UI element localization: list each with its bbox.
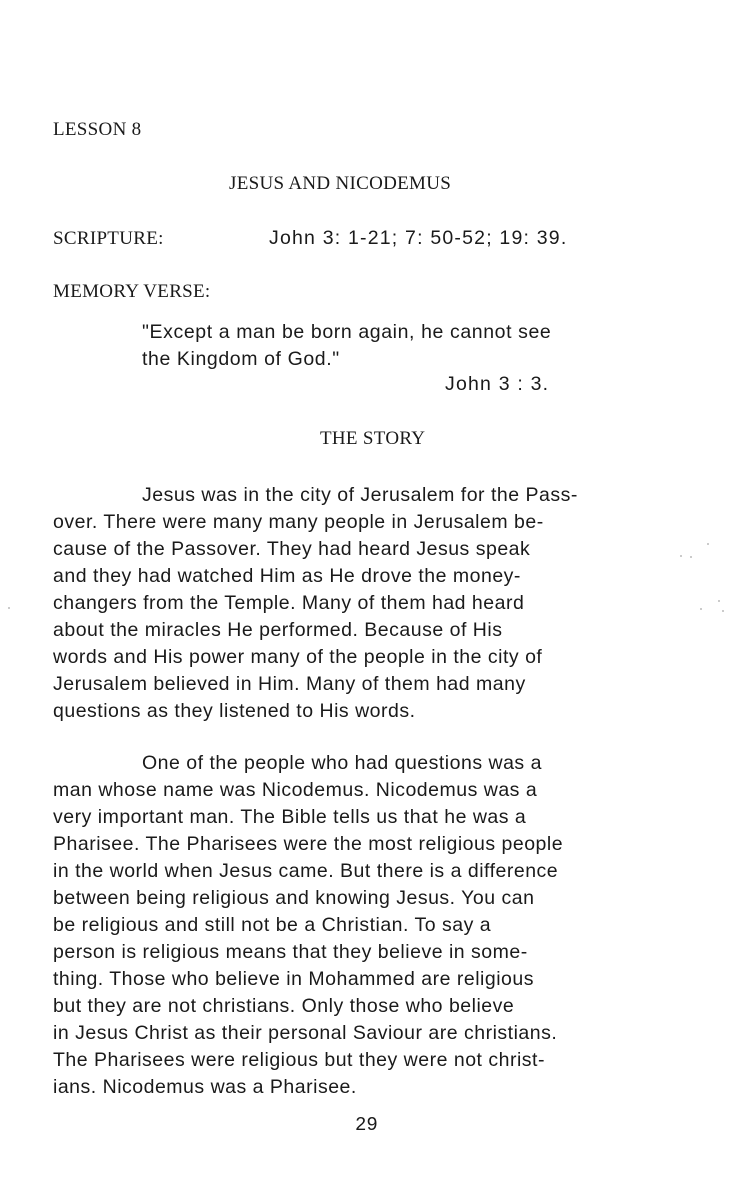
paragraph-line: in the world when Jesus came. But there is a difference [53,860,559,882]
paragraph-line: One of the people who had questions was a [142,752,542,774]
paragraph-line: very important man. The Bible tells us that he was a [53,806,527,828]
story-paragraph-2 [53,750,713,1101]
paragraph-line: but they are not christians. Only those who believe [53,995,515,1017]
paragraph-line: words and His power many of the people in the city of [53,646,543,668]
paragraph-line: The Pharisees were religious but they were not christ- [53,1049,545,1071]
paragraph-line: changers from the Temple. Many of them had heard [53,592,525,614]
story-heading: THE STORY [320,428,426,449]
paragraph-line: over. There were many many people in Jerusalem be- [53,511,544,533]
paragraph-line: thing. Those who believe in Mohammed are religious [53,968,534,990]
scan-speck [707,543,709,545]
scan-speck [718,600,720,602]
scan-speck [690,556,692,558]
scan-speck [700,608,702,610]
paragraph-line: about the miracles He performed. Because of His [53,619,503,641]
paragraph-line: person is religious means that they believe in some- [53,941,528,963]
paragraph-line: man whose name was Nicodemus. Nicodemus was a [53,779,538,801]
paragraph-line: Jerusalem believed in Him. Many of them had many [53,673,526,695]
paragraph-line: and they had watched Him as He drove the money- [53,565,521,587]
memory-verse-quote [142,319,702,373]
paragraph-line: between being religious and knowing Jesus. You can [53,887,535,909]
paragraph-line: Jesus was in the city of Jerusalem for the Pass- [142,484,578,506]
page-number: 29 [355,1114,378,1136]
paragraph-line: cause of the Passover. They had heard Jesus speak [53,538,531,560]
paragraph-line: Pharisee. The Pharisees were the most religious people [53,833,564,855]
memory-verse-label: MEMORY VERSE: [53,281,211,302]
memory-verse-line: "Except a man be born again, he cannot see [142,321,552,343]
scan-speck [722,610,724,612]
lesson-number: LESSON 8 [53,119,142,140]
scripture-reference: John 3: 1-21; 7: 50-52; 19: 39. [269,227,568,249]
story-paragraph-1 [53,482,713,725]
scripture-label: SCRIPTURE: [53,228,164,249]
paragraph-line: in Jesus Christ as their personal Saviour are christians. [53,1022,558,1044]
lesson-title: JESUS AND NICODEMUS [229,173,452,194]
memory-verse-line: the Kingdom of God." [142,348,340,370]
memory-verse-citation: John 3 : 3. [445,373,550,395]
paragraph-line: ians. Nicodemus was a Pharisee. [53,1076,357,1098]
paragraph-line: questions as they listened to His words. [53,700,416,722]
scan-speck [680,555,682,557]
paragraph-line: be religious and still not be a Christian. To say a [53,914,492,936]
scan-speck [8,607,10,609]
